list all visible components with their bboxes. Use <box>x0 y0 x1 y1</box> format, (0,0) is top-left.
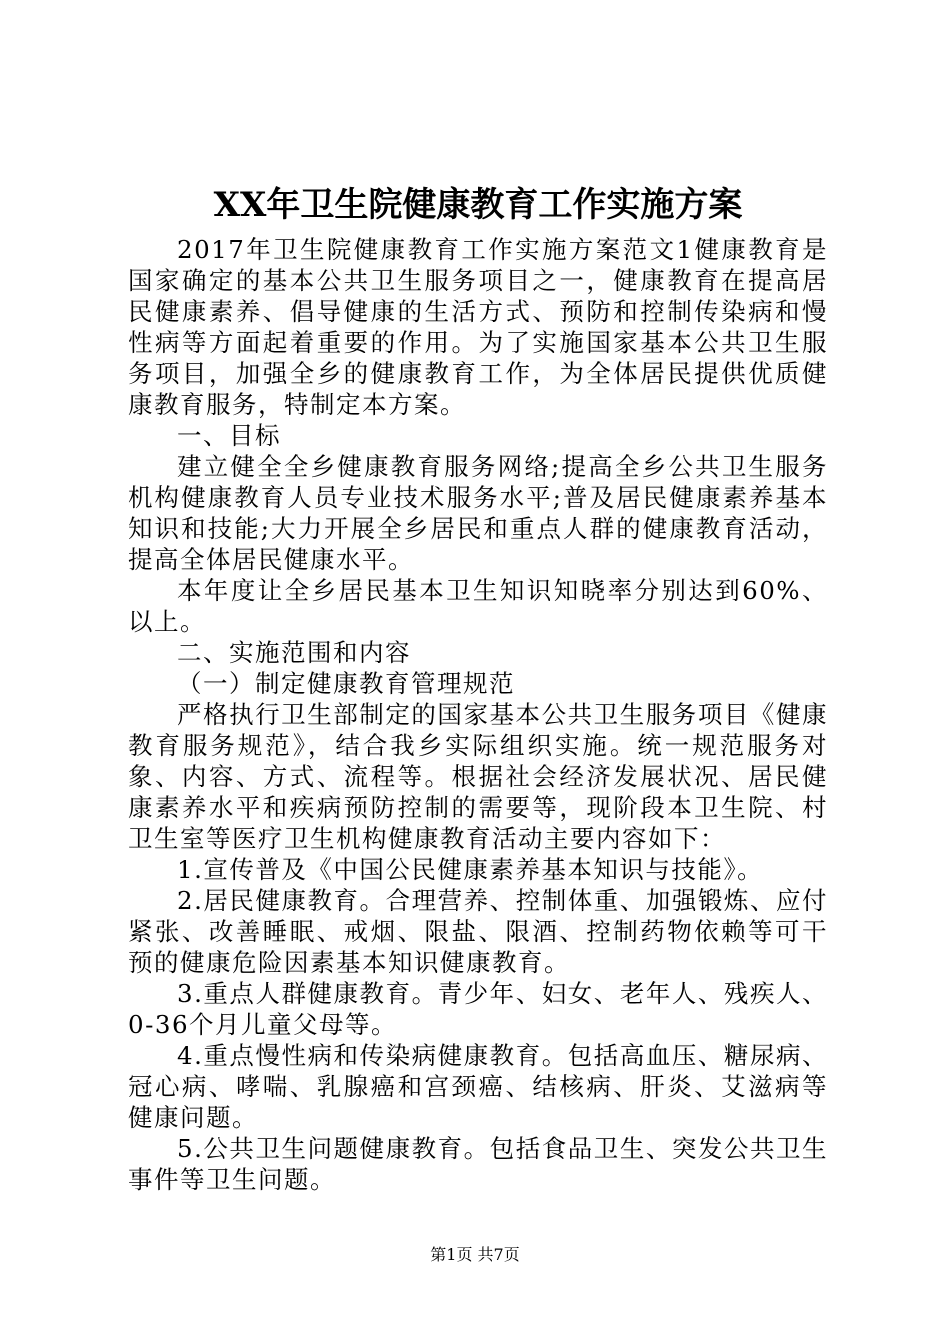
heading-scope: 二、实施范围和内容 <box>177 638 411 667</box>
page-footer: 第1页 共7页 <box>430 1245 520 1264</box>
paragraph-target-rate: 本年度让全乡居民基本卫生知识知晓率分别达到60%、以上。 <box>128 576 828 636</box>
document-page <box>128 182 828 1195</box>
list-item-3: 3.重点人群健康教育。青少年、妇女、老年人、残疾人、0-36个月儿童父母等。 <box>128 979 828 1039</box>
list-item-1: 1.宣传普及《中国公民健康素养基本知识与技能》。 <box>177 855 764 884</box>
list-item-4: 4.重点慢性病和传染病健康教育。包括高血压、糖尿病、冠心病、哮喘、乳腺癌和宫颈癌、结核病、肝炎、艾滋病等健康问题。 <box>128 1041 828 1132</box>
paragraph-goals: 建立健全全乡健康教育服务网络;提高全乡公共卫生服务机构健康教育人员专业技术服务水平;普及居民健康素养基本知识和技能;大力开展全乡居民和重点人群的健康教育活动，提高全体居民健康水平。 <box>128 452 828 574</box>
subheading-standards: （一）制定健康教育管理规范 <box>177 669 515 698</box>
paragraph-intro: 2017年卫生院健康教育工作实施方案范文1健康教育是国家确定的基本公共卫生服务项目之一，健康教育在提高居民健康素养、倡导健康的生活方式、预防和控制传染病和慢性病等方面起着重要的作用。为了实施国家基本公共卫生服务项目，加强全乡的健康教育工作，为全体居民提供优质健康教育服务，特制定本方案。 <box>128 235 828 419</box>
list-item-2: 2.居民健康教育。合理营养、控制体重、加强锻炼、应付紧张、改善睡眠、戒烟、限盐、限酒、控制药物依赖等可干预的健康危险因素基本知识健康教育。 <box>128 886 828 977</box>
heading-goals: 一、目标 <box>177 421 281 450</box>
list-item-5: 5.公共卫生问题健康教育。包括食品卫生、突发公共卫生事件等卫生问题。 <box>128 1134 828 1194</box>
document-title: XX年卫生院健康教育工作实施方案 <box>213 185 743 225</box>
paragraph-standards: 严格执行卫生部制定的国家基本公共卫生服务项目《健康教育服务规范》，结合我乡实际组织实施。统一规范服务对象、内容、方式、流程等。根据社会经济发展状况、居民健康素养水平和疾病预防控制的需要等，现阶段本卫生院、村卫生室等医疗卫生机构健康教育活动主要内容如下： <box>128 700 828 853</box>
